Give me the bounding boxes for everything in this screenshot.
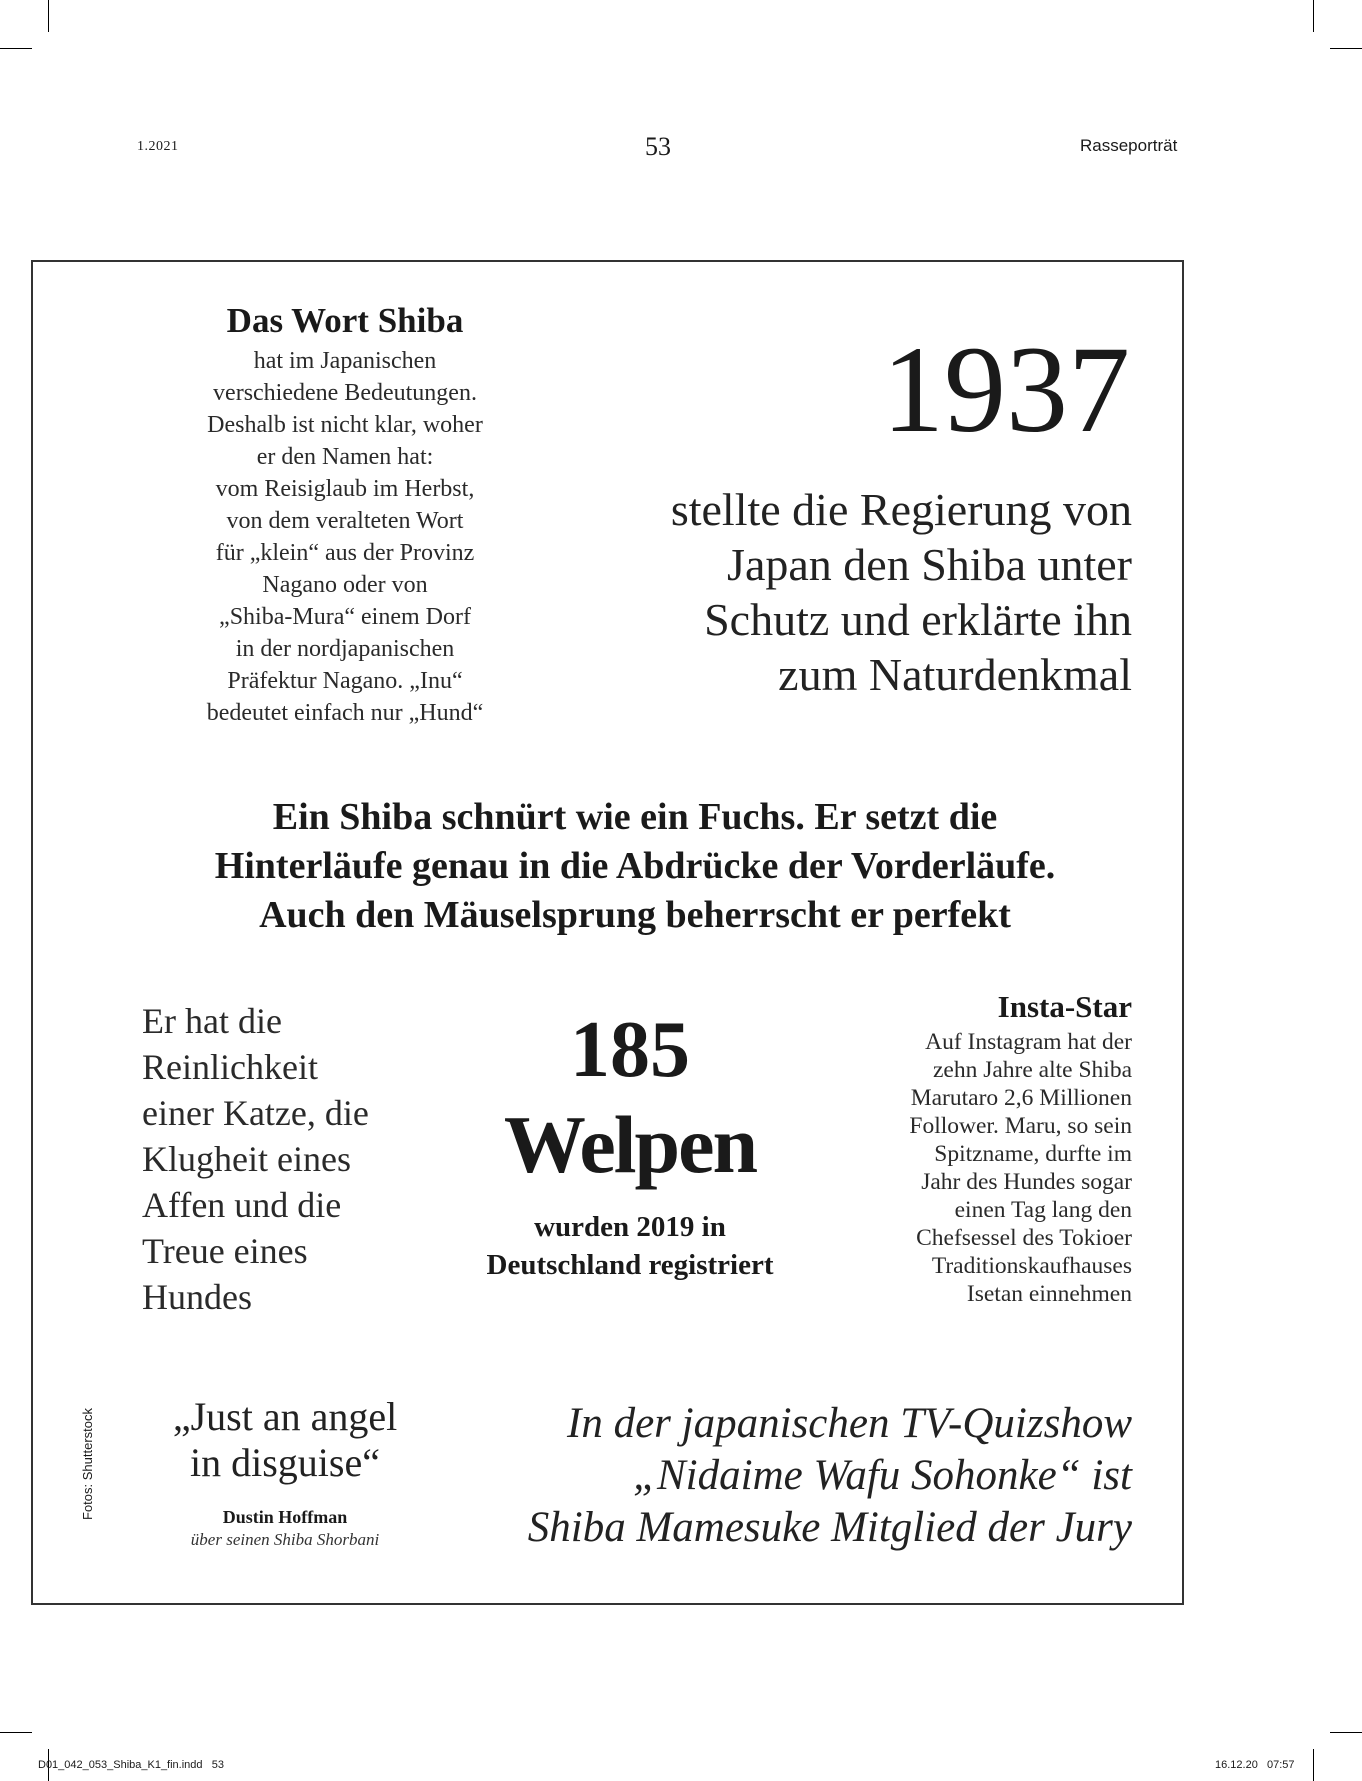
- text-line: Klugheit eines: [142, 1139, 351, 1179]
- text-line: Auch den Mäuselsprung beherrscht er perfekt: [259, 894, 1011, 936]
- text-line: zum Naturdenkmal: [778, 649, 1132, 700]
- insta-star-text: [855, 1028, 1132, 1308]
- text-line: „Nidaime Wafu Sohonke“ ist: [633, 1452, 1132, 1499]
- text-line: Deutschland registriert: [486, 1249, 774, 1281]
- text-line: Reinlichkeit: [142, 1047, 318, 1087]
- welpen-caption: [435, 1208, 825, 1284]
- text-line: bedeutet einfach nur „Hund“: [206, 700, 484, 726]
- text-line: Shiba Mamesuke Mitglied der Jury: [527, 1504, 1132, 1551]
- issue-number: 1.2021: [137, 139, 179, 154]
- quote-author-note: über seinen Shiba Shorbani: [190, 1530, 380, 1549]
- quote-author: Dustin Hoffman: [222, 1507, 348, 1527]
- text-line: Hinterläufe genau in die Abdrücke der Vorderläufe.: [214, 845, 1056, 887]
- print-slug-file: D01_042_053_Shiba_K1_fin.indd 53: [38, 1759, 224, 1771]
- text-line: „Just an angel: [172, 1394, 398, 1439]
- welpen-word: Welpen: [503, 1099, 757, 1190]
- text-line: Schutz und erklärte ihn: [704, 594, 1132, 645]
- frame-top-rule: [31, 260, 1184, 262]
- crop-mark: [1313, 0, 1314, 32]
- crop-mark: [0, 48, 32, 49]
- text-line: in disguise“: [190, 1440, 380, 1485]
- insta-star-heading: Insta-Star: [997, 989, 1132, 1024]
- text-line: einer Katze, die: [142, 1093, 369, 1133]
- text-line: Marutaro 2,6 Millionen: [910, 1085, 1132, 1111]
- text-line: Hundes: [142, 1277, 252, 1317]
- angel-quote: [150, 1394, 420, 1486]
- text-line: Auf Instagram hat der: [925, 1029, 1132, 1055]
- text-line: In der japanischen TV-Quizshow: [567, 1400, 1132, 1447]
- print-slug-timestamp: 16.12.20 07:57: [1215, 1759, 1295, 1771]
- text-line: Chefsessel des Tokioer: [916, 1225, 1132, 1251]
- text-line: Präfektur Nagano. „Inu“: [227, 668, 463, 694]
- frame-left-rule: [31, 260, 33, 1605]
- text-line: von dem veralteten Wort: [226, 508, 464, 534]
- katze-text: [142, 998, 462, 1320]
- text-line: Treue eines: [142, 1231, 308, 1271]
- text-line: wurden 2019 in: [534, 1211, 726, 1243]
- text-line: Er hat die: [142, 1001, 282, 1041]
- text-line: einen Tag lang den: [954, 1197, 1132, 1223]
- text-line: Jahr des Hundes sogar: [921, 1169, 1132, 1195]
- crop-mark: [48, 0, 49, 32]
- wort-shiba-text: [175, 345, 515, 729]
- text-line: verschiedene Bedeutungen.: [213, 380, 477, 406]
- text-line: in der nordjapanischen: [235, 636, 455, 662]
- text-line: stellte die Regierung von: [670, 484, 1132, 535]
- text-line: „Shiba-Mura“ einem Dorf: [219, 604, 471, 630]
- text-line: Spitzname, durfte im: [934, 1141, 1132, 1167]
- text-line: Isetan einnehmen: [966, 1281, 1132, 1307]
- photo-credit: Fotos: Shutterstock: [80, 1408, 95, 1520]
- text-line: er den Namen hat:: [256, 444, 434, 470]
- crop-mark: [0, 1732, 32, 1733]
- section-title: Rasseporträt: [1080, 136, 1178, 155]
- text-line: Follower. Maru, so sein: [909, 1113, 1132, 1139]
- wort-shiba-heading: Das Wort Shiba: [226, 301, 464, 340]
- text-line: Affen und die: [142, 1185, 342, 1225]
- text-line: Ein Shiba schnürt wie ein Fuchs. Er setzt die: [272, 796, 998, 838]
- text-line: Deshalb ist nicht klar, woher: [207, 412, 483, 438]
- text-line: Traditionskaufhauses: [931, 1253, 1132, 1279]
- page-number: 53: [645, 132, 671, 161]
- quiz-fact: [470, 1398, 1132, 1554]
- text-line: zehn Jahre alte Shiba: [932, 1057, 1132, 1083]
- text-line: für „klein“ aus der Provinz: [215, 540, 475, 566]
- crop-mark: [1330, 1732, 1362, 1733]
- year-1937: 1937: [882, 321, 1130, 458]
- year-fact-text: [560, 482, 1132, 702]
- welpen-number: 185: [570, 1006, 690, 1094]
- text-line: Japan den Shiba unter: [727, 539, 1132, 590]
- text-line: vom Reisiglaub im Herbst,: [215, 476, 475, 502]
- text-line: Nagano oder von: [262, 572, 428, 598]
- text-line: hat im Japanischen: [253, 348, 437, 374]
- crop-mark: [1313, 1749, 1314, 1781]
- crop-mark: [1330, 48, 1362, 49]
- frame-bottom-rule: [31, 1603, 1184, 1605]
- fuchs-pull-quote: [70, 793, 1200, 940]
